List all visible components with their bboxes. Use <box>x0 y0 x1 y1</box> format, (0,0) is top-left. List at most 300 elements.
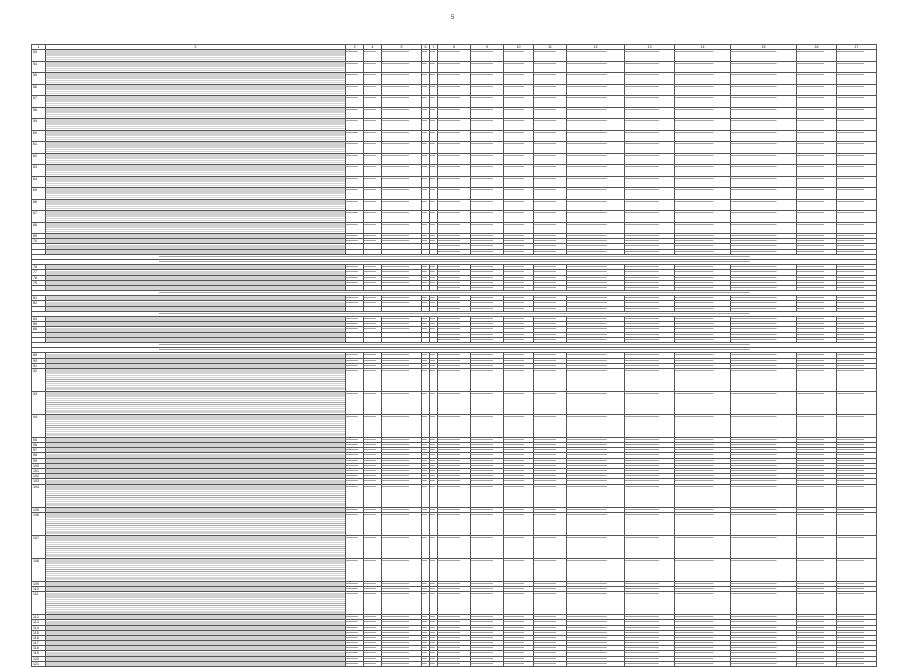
data-cell <box>430 535 438 558</box>
data-cell <box>504 222 534 234</box>
data-cell <box>471 222 504 234</box>
row-number-cell: 81 <box>32 296 46 301</box>
data-cell <box>471 165 504 177</box>
data-cell <box>534 96 567 108</box>
data-cell <box>731 73 797 85</box>
data-cell <box>567 107 625 119</box>
data-cell <box>731 153 797 165</box>
data-cell <box>837 107 877 119</box>
data-cell <box>675 142 731 154</box>
data-cell <box>438 414 471 437</box>
data-cell <box>534 84 567 96</box>
data-cell <box>346 484 364 507</box>
row-number-cell: 113 <box>32 620 46 625</box>
data-cell <box>438 661 471 666</box>
data-cell <box>625 73 675 85</box>
data-cell <box>837 484 877 507</box>
data-cell <box>797 153 837 165</box>
page-number: 5 <box>450 15 455 21</box>
data-cell <box>471 414 504 437</box>
data-cell <box>346 199 364 211</box>
data-cell <box>46 153 346 165</box>
data-cell <box>471 535 504 558</box>
data-cell <box>567 391 625 414</box>
data-cell <box>471 484 504 507</box>
data-cell <box>46 558 346 581</box>
row-number-cell: 63 <box>32 165 46 177</box>
data-cell <box>675 107 731 119</box>
data-cell <box>430 130 438 142</box>
row-number-cell: 82 <box>32 301 46 306</box>
data-cell <box>797 484 837 507</box>
data-cell <box>504 414 534 437</box>
data-cell <box>438 73 471 85</box>
data-cell <box>625 592 675 615</box>
data-cell <box>675 414 731 437</box>
data-cell <box>675 592 731 615</box>
data-cell <box>731 484 797 507</box>
data-cell <box>625 512 675 535</box>
data-cell <box>625 188 675 200</box>
data-cell <box>837 414 877 437</box>
row-number-cell: 64 <box>32 176 46 188</box>
data-cell <box>382 592 422 615</box>
data-cell <box>534 661 567 666</box>
housing-register-table <box>31 44 877 667</box>
data-cell <box>46 199 346 211</box>
data-cell <box>797 592 837 615</box>
data-cell <box>797 661 837 666</box>
data-cell <box>346 558 364 581</box>
data-cell <box>438 368 471 391</box>
data-cell <box>625 119 675 131</box>
data-cell <box>567 535 625 558</box>
data-cell <box>422 592 430 615</box>
data-cell <box>797 535 837 558</box>
data-cell <box>731 96 797 108</box>
data-cell <box>364 107 382 119</box>
data-cell <box>471 142 504 154</box>
data-cell <box>567 558 625 581</box>
data-cell <box>675 368 731 391</box>
data-cell <box>438 222 471 234</box>
data-cell <box>731 661 797 666</box>
data-cell <box>438 61 471 73</box>
data-cell <box>364 119 382 131</box>
data-cell <box>471 73 504 85</box>
data-cell <box>471 368 504 391</box>
column-number-16: 16 <box>797 45 837 50</box>
data-cell <box>430 512 438 535</box>
data-cell <box>430 414 438 437</box>
data-cell <box>382 414 422 437</box>
data-cell <box>346 107 364 119</box>
data-cell <box>471 107 504 119</box>
row-number-cell: 68 <box>32 222 46 234</box>
row-number-cell: 98 <box>32 453 46 458</box>
row-number-cell: 89 <box>32 353 46 358</box>
data-cell <box>471 188 504 200</box>
data-cell <box>346 368 364 391</box>
data-cell <box>430 558 438 581</box>
data-cell <box>430 50 438 62</box>
data-cell <box>837 592 877 615</box>
data-cell <box>797 512 837 535</box>
table-row <box>32 368 877 391</box>
data-cell <box>534 368 567 391</box>
table-row <box>32 222 877 234</box>
data-cell <box>731 391 797 414</box>
data-cell <box>430 153 438 165</box>
data-cell <box>430 188 438 200</box>
data-cell <box>471 211 504 223</box>
data-cell <box>837 222 877 234</box>
data-cell <box>46 61 346 73</box>
data-cell <box>797 165 837 177</box>
data-cell <box>46 391 346 414</box>
row-number-cell: 69 <box>32 234 46 239</box>
data-cell <box>625 199 675 211</box>
table-row <box>32 512 877 535</box>
data-cell <box>430 199 438 211</box>
data-cell <box>438 535 471 558</box>
data-cell <box>625 84 675 96</box>
data-cell <box>382 558 422 581</box>
data-cell <box>471 558 504 581</box>
row-number-cell: 109 <box>32 581 46 586</box>
data-cell <box>346 84 364 96</box>
data-cell <box>422 414 430 437</box>
row-number-cell: 104 <box>32 484 46 507</box>
data-cell <box>46 211 346 223</box>
table-row <box>32 119 877 131</box>
data-cell <box>675 484 731 507</box>
row-number-cell: 100 <box>32 463 46 468</box>
data-cell <box>471 50 504 62</box>
data-cell <box>422 558 430 581</box>
data-cell <box>422 222 430 234</box>
data-cell <box>382 50 422 62</box>
data-cell <box>534 73 567 85</box>
table-row <box>32 211 877 223</box>
data-cell <box>346 119 364 131</box>
data-cell <box>837 119 877 131</box>
data-cell <box>837 73 877 85</box>
data-cell <box>471 84 504 96</box>
data-cell <box>422 484 430 507</box>
data-cell <box>382 222 422 234</box>
row-number-cell: 99 <box>32 458 46 463</box>
data-cell <box>675 61 731 73</box>
data-cell <box>382 142 422 154</box>
data-cell <box>430 661 438 666</box>
data-cell <box>837 50 877 62</box>
column-number-3: 3 <box>346 45 364 50</box>
data-cell <box>471 199 504 211</box>
row-number-cell: 119 <box>32 651 46 656</box>
data-cell <box>382 61 422 73</box>
data-cell <box>534 188 567 200</box>
data-cell <box>46 107 346 119</box>
data-cell <box>346 165 364 177</box>
data-cell <box>625 484 675 507</box>
row-number-cell: 110 <box>32 586 46 591</box>
data-cell <box>534 165 567 177</box>
column-number-4: 4 <box>364 45 382 50</box>
row-number-cell: 57 <box>32 96 46 108</box>
data-cell <box>46 176 346 188</box>
data-cell <box>837 535 877 558</box>
data-cell <box>534 119 567 131</box>
data-cell <box>504 211 534 223</box>
data-cell <box>837 512 877 535</box>
data-cell <box>364 199 382 211</box>
row-number-cell: 106 <box>32 512 46 535</box>
data-cell <box>422 661 430 666</box>
row-number-cell: 86 <box>32 327 46 332</box>
data-cell <box>534 153 567 165</box>
data-cell <box>731 535 797 558</box>
data-cell <box>504 176 534 188</box>
data-cell <box>534 391 567 414</box>
data-cell <box>382 73 422 85</box>
data-cell <box>346 535 364 558</box>
data-cell <box>625 61 675 73</box>
data-cell <box>364 142 382 154</box>
data-cell <box>438 391 471 414</box>
data-cell <box>731 61 797 73</box>
data-cell <box>797 558 837 581</box>
data-cell <box>46 535 346 558</box>
data-cell <box>534 558 567 581</box>
data-cell <box>625 222 675 234</box>
data-cell <box>46 484 346 507</box>
data-cell <box>422 211 430 223</box>
data-cell <box>382 199 422 211</box>
row-number-cell: 56 <box>32 84 46 96</box>
data-cell <box>567 414 625 437</box>
data-cell <box>731 558 797 581</box>
data-cell <box>382 661 422 666</box>
data-cell <box>534 107 567 119</box>
data-cell <box>504 558 534 581</box>
data-cell <box>430 96 438 108</box>
data-cell <box>567 211 625 223</box>
data-cell <box>422 512 430 535</box>
data-cell <box>567 119 625 131</box>
data-cell <box>534 176 567 188</box>
data-cell <box>382 391 422 414</box>
data-cell <box>346 211 364 223</box>
data-cell <box>625 391 675 414</box>
data-cell <box>731 199 797 211</box>
table-row <box>32 73 877 85</box>
data-cell <box>504 153 534 165</box>
data-cell <box>625 165 675 177</box>
data-cell <box>422 84 430 96</box>
data-cell <box>675 165 731 177</box>
data-cell <box>534 199 567 211</box>
table-row <box>32 84 877 96</box>
row-number-cell: 54 <box>32 61 46 73</box>
data-cell <box>422 535 430 558</box>
table-row <box>32 391 877 414</box>
data-cell <box>364 50 382 62</box>
data-cell <box>534 484 567 507</box>
data-cell <box>46 142 346 154</box>
data-cell <box>438 211 471 223</box>
data-cell <box>675 96 731 108</box>
data-cell <box>382 96 422 108</box>
row-number-cell: 111 <box>32 592 46 615</box>
data-cell <box>46 96 346 108</box>
data-cell <box>567 153 625 165</box>
data-cell <box>567 199 625 211</box>
data-cell <box>567 188 625 200</box>
data-cell <box>438 484 471 507</box>
data-cell <box>471 592 504 615</box>
row-number-cell: 58 <box>32 107 46 119</box>
data-cell <box>346 661 364 666</box>
data-cell <box>364 592 382 615</box>
data-cell <box>567 84 625 96</box>
data-cell <box>625 50 675 62</box>
data-cell <box>346 391 364 414</box>
data-cell <box>346 176 364 188</box>
data-cell <box>625 558 675 581</box>
data-cell <box>346 142 364 154</box>
data-cell <box>837 211 877 223</box>
data-cell <box>430 119 438 131</box>
table-row <box>32 153 877 165</box>
data-cell <box>430 73 438 85</box>
data-cell <box>837 199 877 211</box>
data-cell <box>625 661 675 666</box>
data-cell <box>364 368 382 391</box>
row-number-cell: 70 <box>32 239 46 244</box>
data-cell <box>675 211 731 223</box>
data-cell <box>364 84 382 96</box>
data-cell <box>567 73 625 85</box>
data-cell <box>504 535 534 558</box>
data-cell <box>837 96 877 108</box>
data-cell <box>625 107 675 119</box>
data-cell <box>625 176 675 188</box>
data-cell <box>364 558 382 581</box>
data-cell <box>675 222 731 234</box>
data-cell <box>625 535 675 558</box>
data-cell <box>625 130 675 142</box>
data-cell <box>46 119 346 131</box>
data-cell <box>430 176 438 188</box>
row-number-cell: 112 <box>32 615 46 620</box>
data-cell <box>837 176 877 188</box>
row-number-cell: 107 <box>32 535 46 558</box>
data-cell <box>438 592 471 615</box>
table-row <box>32 165 877 177</box>
data-cell <box>46 165 346 177</box>
row-number-cell: 91 <box>32 363 46 368</box>
data-cell <box>430 61 438 73</box>
data-cell <box>534 142 567 154</box>
data-cell <box>837 165 877 177</box>
data-cell <box>430 211 438 223</box>
data-cell <box>438 512 471 535</box>
data-cell <box>797 391 837 414</box>
column-number-6: 6 <box>422 45 430 50</box>
data-cell <box>504 592 534 615</box>
data-cell <box>46 188 346 200</box>
data-cell <box>471 130 504 142</box>
column-number-5: 5 <box>382 45 422 50</box>
data-cell <box>346 130 364 142</box>
data-cell <box>346 96 364 108</box>
data-cell <box>675 512 731 535</box>
data-cell <box>837 153 877 165</box>
data-cell <box>382 368 422 391</box>
data-cell <box>422 176 430 188</box>
data-cell <box>430 368 438 391</box>
data-cell <box>504 199 534 211</box>
column-number-13: 13 <box>625 45 675 50</box>
data-cell <box>471 512 504 535</box>
data-cell <box>438 188 471 200</box>
data-cell <box>471 391 504 414</box>
data-cell <box>567 661 625 666</box>
row-number-cell: 118 <box>32 646 46 651</box>
data-cell <box>438 84 471 96</box>
data-cell <box>364 414 382 437</box>
data-cell <box>567 50 625 62</box>
row-number-cell: 103 <box>32 479 46 484</box>
data-cell <box>731 222 797 234</box>
data-cell <box>364 188 382 200</box>
row-number-cell: 59 <box>32 119 46 131</box>
data-cell <box>422 142 430 154</box>
data-cell <box>430 592 438 615</box>
data-cell <box>46 84 346 96</box>
data-cell <box>430 222 438 234</box>
column-number-15: 15 <box>731 45 797 50</box>
data-cell <box>422 188 430 200</box>
data-cell <box>567 592 625 615</box>
row-number-cell: 105 <box>32 507 46 512</box>
data-cell <box>364 73 382 85</box>
data-cell <box>797 199 837 211</box>
data-cell <box>382 165 422 177</box>
data-cell <box>430 484 438 507</box>
row-number-cell: 90 <box>32 358 46 363</box>
data-cell <box>438 50 471 62</box>
data-cell <box>438 165 471 177</box>
data-cell <box>438 130 471 142</box>
data-cell <box>364 222 382 234</box>
data-cell <box>364 391 382 414</box>
data-cell <box>675 199 731 211</box>
data-cell <box>797 61 837 73</box>
row-number-cell: 76 <box>32 265 46 270</box>
data-cell <box>364 153 382 165</box>
data-cell <box>675 73 731 85</box>
row-number-cell: 61 <box>32 142 46 154</box>
data-cell <box>422 73 430 85</box>
data-cell <box>731 592 797 615</box>
data-cell <box>567 130 625 142</box>
data-cell <box>504 96 534 108</box>
row-number-cell: 115 <box>32 630 46 635</box>
data-cell <box>797 188 837 200</box>
row-number-cell: 102 <box>32 474 46 479</box>
